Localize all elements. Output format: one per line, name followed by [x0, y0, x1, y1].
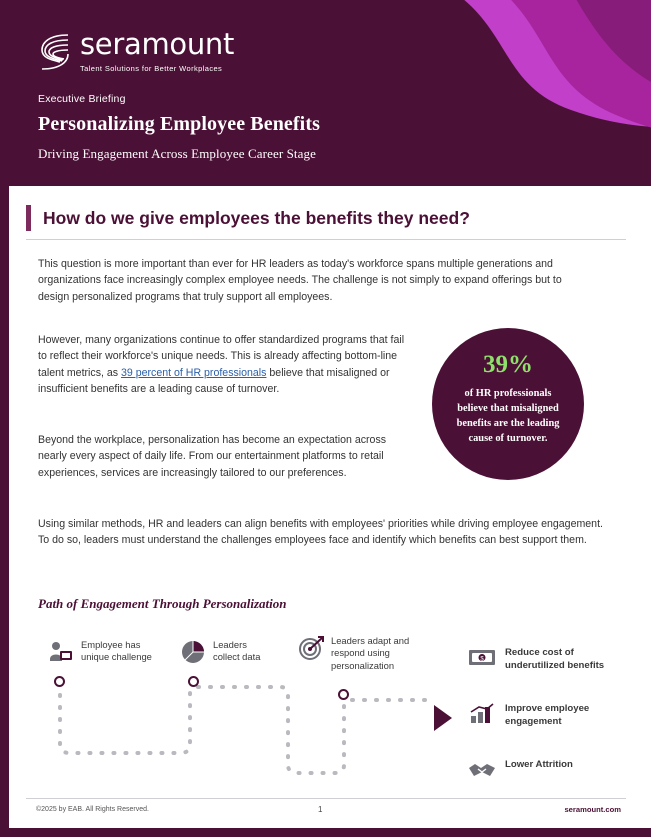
path-node-2	[188, 676, 199, 687]
diagram-outcome-2-label: Improve employee engagement	[505, 703, 590, 727]
diagram-step-1	[48, 639, 163, 665]
document-eyebrow: Executive Briefing	[38, 93, 126, 105]
money-icon	[468, 647, 496, 669]
logo-wordmark: seramount	[80, 27, 235, 61]
page-subtitle: Driving Engagement Across Employee Career Stage	[38, 146, 316, 161]
document-header	[0, 0, 651, 186]
target-icon	[298, 635, 324, 661]
paragraph-4: Using similar methods, HR and leaders can align benefits with employees' priorities while driving employee engagement. To do so, leaders must understand the challenges employees face and identify which benefits can best support them.	[38, 518, 603, 547]
footer-copyright: ©2025 by EAB. All Rights Reserved.	[36, 806, 149, 813]
paragraph-1: This question is more important than ever for HR leaders as today's workforce spans multiple generations and organizations face increasingly complex employee needs. The challenge is not simply to expand offerings but to design personalized programs that truly support all employees.	[38, 258, 562, 303]
outcome-arrow-icon	[434, 705, 452, 731]
header-divider	[26, 239, 626, 240]
pie-chart-icon	[180, 639, 206, 665]
path-node-1	[54, 676, 65, 687]
diagram-outcome-1-label: Reduce cost of underutilized benefits	[505, 647, 605, 671]
employee-icon	[48, 639, 74, 665]
paragraph-2-text-before: However, many organizations continue to offer standardized programs that fail to reflect their workforce's unique needs. This is already affecting bottom-line talent metrics, as	[38, 334, 405, 379]
diagram-step-3-label: Leaders adapt and respond using personalization	[331, 635, 410, 671]
paragraph-2	[38, 332, 408, 398]
bar-chart-icon	[468, 703, 496, 725]
diagram-title: Path of Engagement Through Personalization	[38, 596, 287, 611]
decorative-swoosh	[271, 0, 651, 186]
page-title: Personalizing Employee Benefits	[38, 113, 320, 135]
diagram-step-2	[180, 639, 275, 665]
diagram-step-3	[298, 635, 438, 672]
paragraph-2-text-after: believe that misaligned or insufficient benefits are a leading cause of turnover.	[38, 366, 390, 396]
hr-professionals-link[interactable]: 39 percent of HR professionals	[121, 366, 267, 379]
footer-site-link[interactable]: seramount.com	[564, 805, 621, 814]
section-title-text: How do we give employees the benefits they need?	[43, 207, 470, 228]
stat-caption: of HR professionals believe that misaligned benefits are the leading cause of turnover.	[456, 388, 560, 444]
engagement-path-diagram	[30, 625, 630, 795]
section-heading	[26, 205, 470, 231]
paragraph-3: Beyond the workplace, personalization has become an expectation across nearly every aspect of daily life. From our entertainment platforms to retail experiences, services are increasingly tailored to our preferences.	[38, 434, 387, 479]
diagram-outcome-3	[468, 759, 618, 781]
bottom-accent-bar	[0, 828, 651, 837]
footer-divider	[26, 798, 626, 799]
section-accent-bar	[26, 205, 31, 231]
diagram-step-1-label: Employee has unique challenge	[81, 639, 152, 663]
diagram-outcome-2	[468, 703, 618, 728]
logo-tagline: Talent Solutions for Better Workplaces	[80, 64, 223, 73]
seramount-logo-icon	[38, 32, 72, 72]
brand-logo	[38, 27, 235, 73]
stat-callout	[432, 328, 584, 480]
footer-page-number: 1	[318, 805, 323, 814]
svg-text:$: $	[480, 656, 484, 663]
diagram-step-2-label: Leaders collect data	[213, 639, 261, 663]
path-node-3	[338, 689, 349, 700]
diagram-outcome-1	[468, 647, 618, 672]
stat-value: 39%	[483, 351, 533, 378]
diagram-outcome-3-label: Lower Attrition	[505, 759, 573, 770]
handshake-icon	[468, 759, 496, 781]
left-accent-rail	[0, 186, 9, 837]
